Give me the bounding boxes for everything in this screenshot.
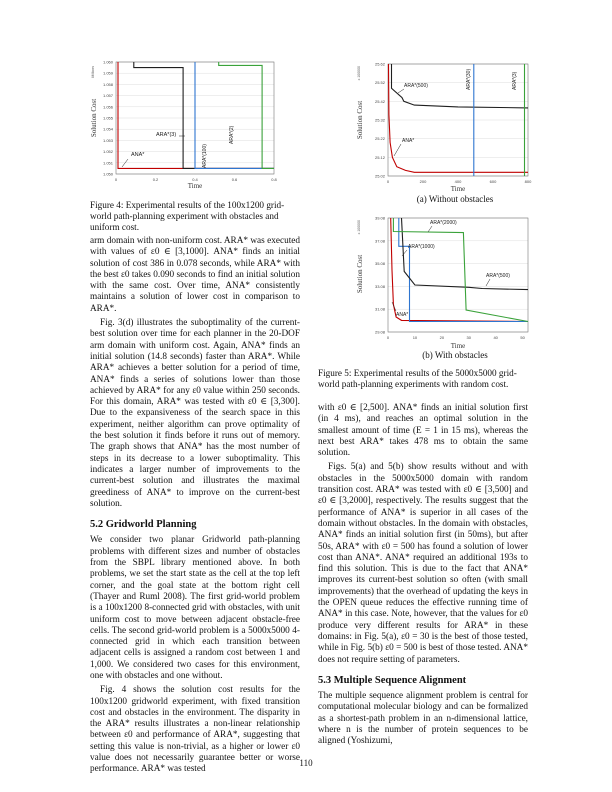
right-paragraph-1: with ε0 ∈ [2,500]. ANA* finds an initial solution first (in 4 ms), and reaches an optimal solution in the smallest amount of time (E = 1 in 15 ms), whereas the next best ARA* takes 478 ms to obtain the same solution. xyxy=(318,403,528,459)
fig4-y-tick-label: 1.052 xyxy=(102,149,113,155)
fig5a-y-unit: x 100000 xyxy=(357,66,361,81)
right-paragraph-3: The multiple sequence alignment problem is central for computational molecular biology and can be formalized as a shortest-path problem in an n-dimensional lattice, where n is the number of protein sequences to be aligned (Yoshizumi, xyxy=(318,691,528,747)
left-paragraph-1: arm domain with non-uniform cost. ARA* was executed with values of ε0 ∈ [3,1000]. ANA* finds an initial solution of cost 386 in 0.078 seconds, while ARA* with the best ε0 takes 0.090 seconds to find an initial solution with the same cost. Over time, ANA* consistently maintains a solution of lower cost in comparison to ARA*. xyxy=(90,236,300,314)
fig5b-series-ana xyxy=(391,218,528,322)
section-heading-5-2: 5.2 Gridworld Planning xyxy=(90,519,197,531)
fig5a-arrow-ara500 xyxy=(398,89,404,93)
fig5b-y-tick-label: 33.08 xyxy=(374,283,385,289)
fig5b-y-tick-label: 39.08 xyxy=(374,215,385,221)
fig5a-y-tick-label: 25.22 xyxy=(374,136,385,142)
right-column xyxy=(318,403,528,751)
fig5a-x-tick-label: 0 xyxy=(386,179,390,184)
fig5a-y-tick-label: 25.42 xyxy=(374,98,385,104)
fig5a-x-tick-label: 400 xyxy=(454,179,462,184)
fig5b-x-axis-label: Time xyxy=(450,342,466,350)
fig5b-x-tick-label: 20 xyxy=(439,335,445,340)
fig5a-gridlines xyxy=(388,64,528,176)
fig4-label-ara100: ARA*(100) xyxy=(202,144,208,168)
figure-5a-subcaption: (a) Without obstacles xyxy=(416,194,494,204)
fig5b-label-ara1000: ARA*(1000) xyxy=(408,244,435,250)
fig5a-y-tick-label: 25.02 xyxy=(374,173,385,179)
fig5b-y-axis-label: Solution Cost xyxy=(356,254,364,294)
fig5a-label-ara30: ARA*(30) xyxy=(466,68,472,90)
fig4-x-tick-label: 0.4 xyxy=(192,177,198,182)
fig5b-series-ara-2000 xyxy=(393,218,528,322)
fig4-y-tick-label: 1.055 xyxy=(102,115,113,121)
fig5a-y-tick-label: 25.62 xyxy=(374,61,385,67)
fig4-x-tick-label: 0.6 xyxy=(231,177,238,182)
fig5a-x-tick-label: 800 xyxy=(524,179,532,184)
left-paragraph-2: Fig. 3(d) illustrates the suboptimality of the current-best solution over time for each planner in the 20-DOF arm domain with uniform cost. Again, ANA* finds an initial solution (14.8 seconds) faster than ARA*. While ARA* achieves a better solution for a period of time, ANA* finds a series of solutions lower than those achieved by ARA* for any ε0 value within 250 seconds. For this domain, ARA* was tested with ε0 ∈ [3,300]. Due to the expansiveness of the search space in this experiment, neither algorithm can prove optimality of the best solution it finds before it runs out of memory. The graph shows that ANA* has the most number of steps in its decrease to a lower suboptimality. This indicates a larger number of improvements to the current-best solution and illustrates the maximal greediness of ANA* to improve on the current-best solution. xyxy=(90,318,300,509)
fig4-y-tick-label: 1.054 xyxy=(102,126,113,132)
fig4-y-tick-label: 1.057 xyxy=(102,93,113,99)
fig5a-x-tick-label: 600 xyxy=(489,179,497,184)
fig5b-arrow-ara500 xyxy=(486,279,490,286)
fig4-y-tick-label: 1.056 xyxy=(102,104,113,110)
left-paragraph-4: Fig. 4 shows the solution cost results for the 100x1200 gridworld experiment, with fixed transition cost and obstacles in the environment. The disparity in the ARA* results illustrates a non-linear relationship between ε0 and performance of ARA*, suggesting that setting this value is non-trivial, as a higher or lower ε0 value does not necessarily guarantee better or worse performance. ARA* was tested xyxy=(90,685,300,775)
fig5b-plot-area xyxy=(391,218,528,322)
figure-5b-subcaption: (b) With obstacles xyxy=(422,350,488,360)
fig5a-x-axis-label: Time xyxy=(450,185,466,193)
fig4-label-ana: ANA* xyxy=(131,152,145,158)
fig5a-y-tick-label: 25.52 xyxy=(374,80,385,86)
fig4-y-tick-label: 1.060 xyxy=(102,59,113,65)
fig4-x-tick-label: 0.8 xyxy=(271,177,277,182)
fig5b-y-tick-label: 31.08 xyxy=(374,306,385,312)
fig4-x-tick-label: 0 xyxy=(114,177,118,182)
section-heading-5-3: 5.3 Multiple Sequence Alignment xyxy=(318,674,467,686)
fig5b-x-tick-label: 30 xyxy=(466,335,471,340)
fig4-series-ara-2 xyxy=(219,62,274,168)
fig4-label-ara2: ARA*(2) xyxy=(229,125,235,144)
figure-4-caption: Figure 4: Experimental results of the 100x1200 grid-world path-planning experiment with obstacles and uniform cost. xyxy=(90,200,285,233)
fig5b-y-tick-label: 29.08 xyxy=(374,329,385,335)
fig5b-x-tick-label: 0 xyxy=(386,335,390,340)
fig4-y-tick-label: 1.053 xyxy=(102,137,113,143)
fig5a-arrow-ana xyxy=(394,144,401,156)
right-paragraph-2: Figs. 5(a) and 5(b) show results without and with obstacles in the 5000x5000 domain with random transition cost. ARA* was tested with ε0 ∈ [3,500] and ε0 ∈ [3,2000], respectively. The results suggest that the performance of ANA* is superior in all cases of the domain without obstacles. In the domain with obstacles, ANA* finds an initial solution first (in 50ms), but after 50s, ARA* with ε0 = 500 has found a solution of lower cost than ANA*. ANA* required an additional 193s to find this solution. This is due to the fact that ANA* improves its current-best solution so often (with small improvements) that the overhead of updating the keys in the OPEN queue reduces the effective running time of ANA* in this case. Note, however, that the values for ε0 produce very different results for ARA* in these domains: in Fig. 5(a), ε0 = 30 is the best of those tested, while in Fig. 5(b) ε0 = 500 is best of those tested. ANA* does not require setting of parameters. xyxy=(318,462,528,665)
fig4-y-unit: Millions xyxy=(91,66,95,78)
fig5a-x-tick-label: 200 xyxy=(419,179,427,184)
fig5a-series-ana xyxy=(389,64,529,172)
fig4-y-tick-label: 1.051 xyxy=(102,160,113,166)
fig5a-y-tick-label: 25.32 xyxy=(374,117,385,123)
fig4-x-axis-label: Time xyxy=(187,182,203,190)
fig4-x-tick-label: 0.2 xyxy=(152,177,159,182)
fig4-label-ara3: ARA*(3) xyxy=(156,132,177,138)
fig5b-x-tick-label: 40 xyxy=(493,335,498,340)
fig5a-label-ana: ANA* xyxy=(402,138,415,144)
page-number: 110 xyxy=(299,758,313,768)
fig4-y-tick-label: 1.050 xyxy=(102,171,113,177)
fig5b-label-ara2000: ARA*(2000) xyxy=(430,220,457,226)
fig4-y-tick-label: 1.058 xyxy=(102,81,113,87)
fig4-y-tick-label: 1.059 xyxy=(102,70,113,76)
fig5b-arrow-ara2000 xyxy=(428,226,432,232)
fig5a-y-tick-label: 25.12 xyxy=(374,154,385,160)
fig4-y-axis-label: Solution Cost xyxy=(90,98,98,138)
fig5a-y-axis-label: Solution Cost xyxy=(356,100,364,140)
fig5a-label-ara500: ARA*(500) xyxy=(404,83,428,89)
fig5b-label-ara500: ARA*(500) xyxy=(486,273,510,279)
fig5b-x-tick-label: 50 xyxy=(520,335,525,340)
figure-4-chart xyxy=(86,56,286,192)
fig5b-y-tick-label: 37.08 xyxy=(374,238,385,244)
figure-5b-chart xyxy=(352,214,532,352)
left-column xyxy=(90,236,300,779)
figure-5a-chart xyxy=(352,60,532,196)
figure-5-caption: Figure 5: Experimental results of the 5000x5000 grid-world path-planning experiments with random cost. xyxy=(318,368,517,390)
left-paragraph-3: We consider two planar Gridworld path-planning problems with different sizes and number of obstacles from the SBPL library mentioned above. In both problems, we set the start state as the cell at the top left corner, and the goal state at the bottom right cell (Thayer and Ruml 2008). The first grid-world problem is a 100x1200 8-connected grid with obstacles, with unit uniform cost to move between adjacent obstacle-free cells. The second grid-world problem is a 5000x5000 4-connected grid in which each transition between adjacent cells is assigned a random cost between 1 and 1,000. We considered two cases for this environment, one with obstacles and one without. xyxy=(90,535,300,681)
fig5a-label-ara3: ARA*(3) xyxy=(512,71,518,90)
fig5b-y-tick-label: 35.08 xyxy=(374,261,385,267)
fig5b-x-tick-label: 10 xyxy=(412,335,418,340)
fig5b-y-unit: x 100000 xyxy=(357,220,361,235)
fig5b-label-ana: ANA* xyxy=(396,312,409,318)
